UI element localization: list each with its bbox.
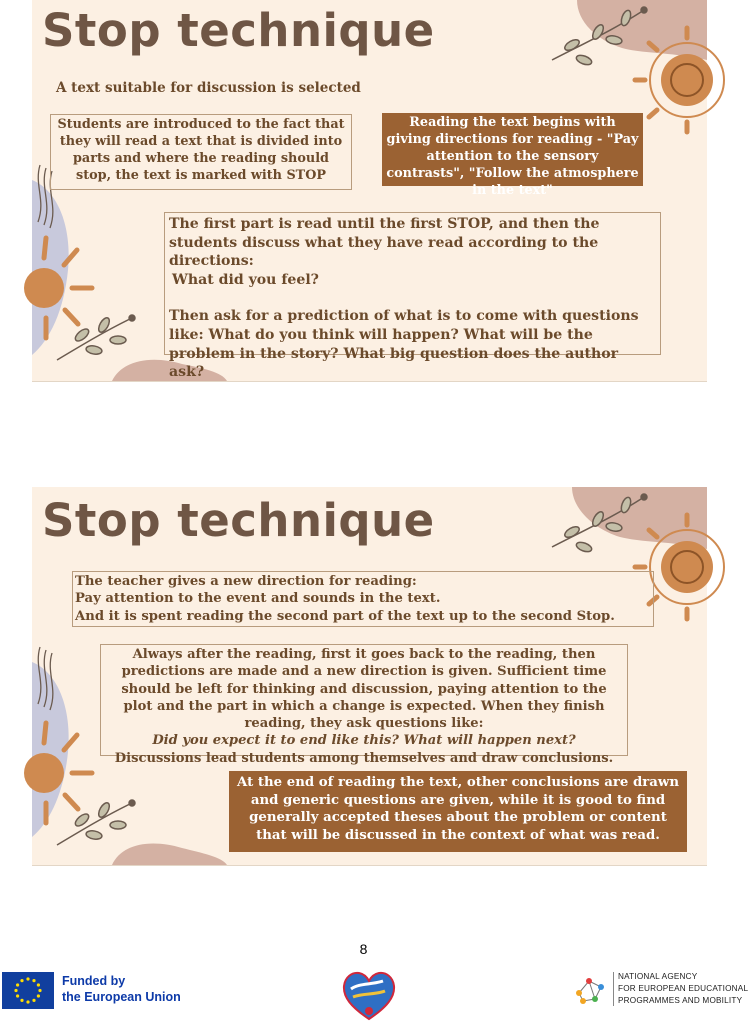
agency-line-1: NATIONAL AGENCY — [618, 972, 698, 982]
eu-text-line-2: the European Union — [62, 990, 181, 1004]
agency-divider — [613, 972, 614, 1006]
heart-icon — [341, 969, 397, 1023]
new-direction-box — [72, 571, 654, 627]
slide-title: Stop technique — [42, 4, 435, 57]
agency-line-3: PROGRAMMES AND MOBILITY — [618, 995, 743, 1005]
always-text: Always after the reading, first it goes back to the reading, then predictions are made and a new direction is given. Sufficient time should be left for thinking and discussion, paying attention to the plot and the part in which a change is expected. When they finish reading, they ask questions like: — [121, 647, 607, 732]
agency-network-icon — [571, 971, 609, 1007]
slide-2 — [32, 487, 707, 866]
sun-right-icon — [635, 28, 724, 132]
end-box — [229, 771, 687, 852]
branch-left-icon — [57, 800, 135, 845]
project-heart-logo — [341, 969, 397, 1023]
page-number: 8 — [359, 941, 368, 957]
pink-blob-bottom — [112, 844, 227, 865]
end-text: At the end of reading the text, other conclusions are drawn and generic questions are given, while it is good to find generally accepted theses about the problem or content that will be discussed in the context of what was read. — [236, 775, 680, 843]
new-direction-line-3: And it is spent reading the second part of the text up to the second Stop. — [75, 608, 615, 624]
agency-line-2: FOR EUROPEAN EDUCATIONAL — [618, 984, 748, 994]
new-direction-line-2: Pay attention to the event and sounds in the text. — [75, 591, 441, 607]
intro-box — [50, 114, 352, 190]
always-box — [100, 644, 628, 766]
feel-question: What did you feel? — [172, 271, 319, 288]
lavender-blob-left — [32, 180, 69, 355]
eu-text-line-1: Funded by — [62, 974, 126, 989]
first-part-text: The first part is read until the first STOP, and then the students discuss what they have read according to the directions: — [169, 216, 600, 270]
always-closing: Discussions lead students among themselves and draw conclusions. — [114, 750, 614, 766]
intro-text: Students are introduced to the fact that they will read a text that is divided into parts and where the reading should stop, the text is marked with STOP — [57, 117, 345, 183]
slide-title: Stop technique — [42, 494, 435, 547]
eu-flag-icon — [2, 972, 54, 1009]
new-direction-line-1: The teacher gives a new direction for reading: — [75, 574, 417, 589]
directions-text: Reading the text begins with giving directions for reading - "Pay attention to the sensory contrasts", "Follow the atmosphere in the text" — [386, 115, 639, 198]
slide-subtitle: A text suitable for discussion is selected — [56, 80, 361, 96]
eu-funding-logo — [2, 971, 181, 1009]
branch-left-icon — [57, 315, 135, 360]
directions-box — [382, 113, 643, 198]
prediction-text: Then ask for a prediction of what is to come with questions like: What do you think will happen? What will be the problem in the story? What big question does the author ask? — [169, 308, 639, 381]
always-question: Did you expect it to end like this? What will happen next? — [152, 733, 576, 749]
first-part-box — [164, 212, 661, 381]
national-agency-logo — [571, 971, 748, 1007]
slide-1 — [32, 0, 707, 382]
